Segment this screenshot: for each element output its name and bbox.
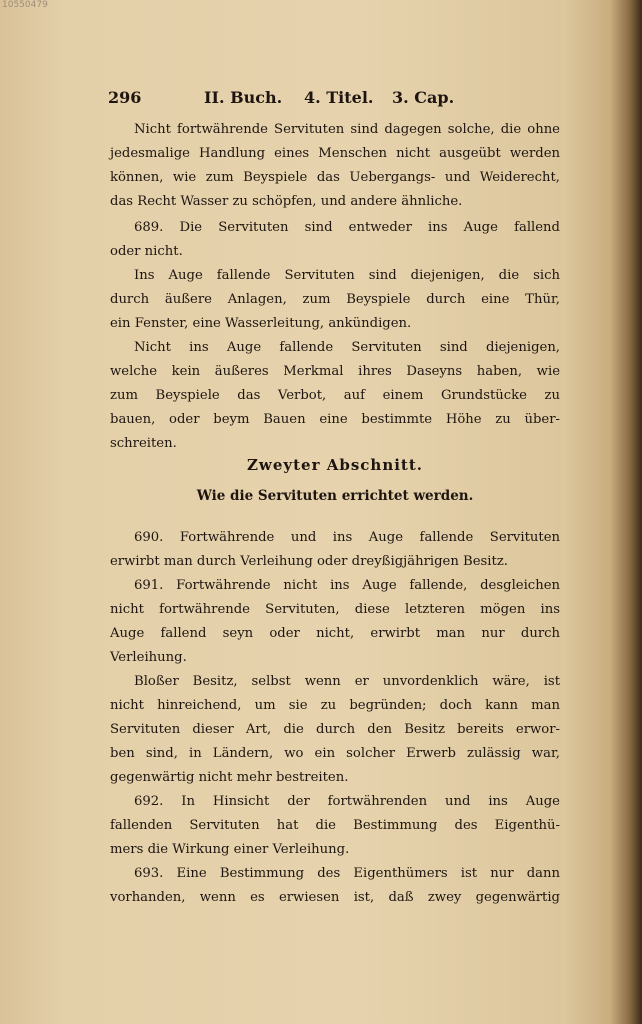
header-book: II. Buch. bbox=[204, 88, 283, 107]
text-line: Nicht ins Auge fallende Servituten sind diejenigen, bbox=[134, 340, 560, 355]
text-line: oder nicht. bbox=[110, 244, 183, 259]
section-heading: Zweyter Abschnitt. bbox=[246, 456, 423, 474]
text-line: mers die Wirkung einer Verleihung. bbox=[110, 842, 350, 857]
text-line: bauen, oder beym Bauen eine bestimmte Höhe zu über- bbox=[110, 412, 560, 427]
text-line: erwirbt man durch Verleihung oder dreyßigjährigen Besitz. bbox=[110, 554, 508, 569]
page-number: 296 bbox=[108, 88, 142, 107]
text-line: ein Fenster, eine Wasserleitung, ankündigen. bbox=[110, 316, 412, 331]
header-chapter: 3. Cap. bbox=[392, 88, 455, 107]
text-line: vorhanden, wenn es erwiesen ist, daß zwey gegenwärtig bbox=[110, 890, 560, 905]
text-line: jedesmalige Handlung eines Menschen nicht ausgeübt werden bbox=[110, 146, 560, 161]
page-body bbox=[110, 0, 560, 1024]
text-line: Bloßer Besitz, selbst wenn er unvordenklich wäre, ist bbox=[134, 674, 560, 689]
text-line: können, wie zum Beyspiele das Uebergangs- und Weiderecht, bbox=[110, 170, 560, 185]
text-line: fallenden Servituten hat die Bestimmung des Eigenthü- bbox=[110, 818, 560, 833]
text-line: gegenwärtig nicht mehr bestreiten. bbox=[110, 770, 349, 785]
text-line: 691. Fortwährende nicht ins Auge fallende, desgleichen bbox=[134, 578, 560, 593]
text-line: 693. Eine Bestimmung des Eigenthümers ist nur dann bbox=[134, 866, 560, 881]
text-line: Auge fallend seyn oder nicht, erwirbt man nur durch bbox=[110, 626, 560, 641]
text-line: Servituten dieser Art, die durch den Besitz bereits erwor- bbox=[110, 722, 560, 737]
text-line: 689. Die Servituten sind entweder ins Auge fallend bbox=[134, 220, 560, 235]
section-subheading: Wie die Servituten errichtet werden. bbox=[196, 488, 474, 504]
text-line: Ins Auge fallende Servituten sind diejenigen, die sich bbox=[134, 268, 560, 283]
text-line: das Recht Wasser zu schöpfen, und andere ähnliche. bbox=[110, 194, 463, 209]
text-line: schreiten. bbox=[110, 436, 177, 451]
header-title: 4. Titel. bbox=[304, 88, 374, 107]
text-line: nicht hinreichend, um sie zu begründen; doch kann man bbox=[110, 698, 560, 713]
text-line: 692. In Hinsicht der fortwährenden und ins Auge bbox=[134, 794, 560, 809]
text-line: ben sind, in Ländern, wo ein solcher Erwerb zulässig war, bbox=[110, 746, 560, 761]
page-id-stamp: 10550479 bbox=[2, 0, 48, 10]
text-line: Verleihung. bbox=[110, 650, 187, 665]
text-line: durch äußere Anlagen, zum Beyspiele durch eine Thür, bbox=[110, 292, 560, 307]
text-line: nicht fortwährende Servituten, diese letzteren mögen ins bbox=[110, 602, 560, 617]
text-line: zum Beyspiele das Verbot, auf einem Grundstücke zu bbox=[110, 388, 560, 403]
text-line: welche kein äußeres Merkmal ihres Daseyns haben, wie bbox=[110, 364, 560, 379]
text-line: Nicht fortwährende Servituten sind dagegen solche, die ohne bbox=[134, 122, 560, 137]
text-line: 690. Fortwährende und ins Auge fallende Servituten bbox=[134, 530, 560, 545]
